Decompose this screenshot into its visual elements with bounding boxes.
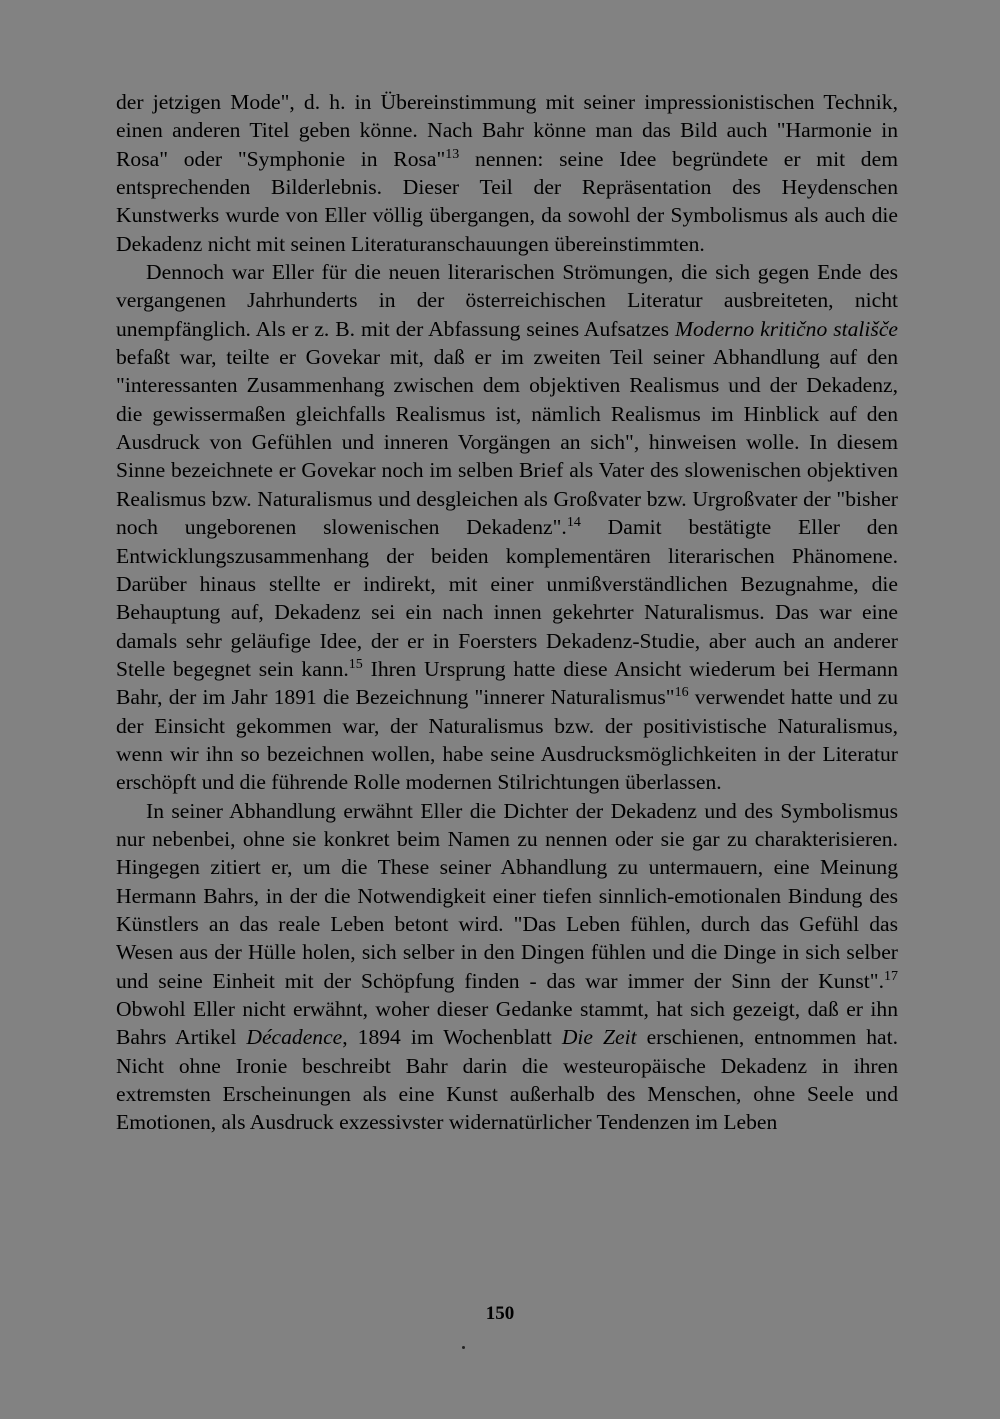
paragraph-1 <box>116 88 898 258</box>
text-run: befaßt war, teilte er Govekar mit, daß er im zweiten Teil seiner Abhandlung auf den "interessanten Zusammenhang zwischen dem objektiven Realismus und der Dekadenz, die gewissermaßen gleichfalls Realismus ist, nämlich Realismus im Hinblick auf den Ausdruck von Gefühlen und inneren Vorgängen an sich", hinweisen wolle. In diesem Sinne bezeichnete er Govekar noch im selben Brief als Vater des slowenischen objektiven Realismus bzw. Naturalismus und desgleichen als Großvater bzw. Urgroßvater der "bisher noch ungeborenen slowenischen Dekadenz". <box>116 345 898 540</box>
footnote-marker: 17 <box>884 968 898 984</box>
footnote-marker: 13 <box>445 146 460 162</box>
text-run: Ihren Ursprung hatte diese Ansicht wiederum bei Hermann Bahr, der im Jahr 1891 die Bezeichnung "innerer Naturalismus" <box>116 656 898 710</box>
footnote-marker: 16 <box>674 685 689 701</box>
page-body <box>116 88 898 1137</box>
paragraph-3 <box>116 797 898 1137</box>
text-run: erschienen, entnommen hat. Nicht ohne Ironie beschreibt Bahr darin die westeuropäische Dekadenz in ihren extremsten Erscheinungen als eine Kunst außerhalb des Menschen, ohne Seele und Emotionen, als Ausdruck exzessivster widernatürlicher Tendenzen im Leben <box>116 1025 898 1135</box>
text-run: Obwohl Eller nicht erwähnt, woher dieser Gedanke stammt, hat sich gezeigt, daß er ihn Bahrs Artikel <box>116 997 898 1050</box>
text-run: , 1894 im Wochenblatt <box>342 1025 562 1050</box>
text-run: In seiner Abhandlung erwähnt Eller die Dichter der Dekadenz und des Symbolismus nur nebenbei, ohne sie konkret beim Namen zu nennen oder sie gar zu charakterisieren. Hingegen zitiert er, um die These seiner Abhandlung zu untermauern, eine Meinung Hermann Bahrs, in der die Notwendigkeit einer tiefen sinnlich-emotionalen Bindung des Künstlers an das reale Leben betont wird. "Das Leben fühlen, durch das Gefühl das Wesen aus der Hülle holen, sich selber in den Dingen fühlen und die Dinge in sich selber und seine Einheit mit der Schöpfung finden - das war immer der Sinn der Kunst". <box>116 798 898 993</box>
text-run: nennen: seine Idee begründete er mit dem entsprechenden Bilderlebnis. Dieser Teil der Repräsentation des Heydenschen Kunstwerks wurde von Eller völlig übergangen, da sowohl der Symbolismus als auch die Dekadenz nicht mit seinen Literaturanschauungen übereinstimmten. <box>116 146 898 256</box>
page-number: 150 <box>485 1303 515 1324</box>
footnote-marker: 14 <box>566 515 581 531</box>
italic-title: Moderno kritično stališče <box>675 316 898 341</box>
italic-title: Décadence <box>246 1025 343 1050</box>
italic-title: Die Zeit <box>561 1025 637 1050</box>
text-run: Dennoch war Eller für die neuen literarischen Strömungen, die sich gegen Ende des vergangenen Jahrhunderts in der österreichischen Literatur ausbreiteten, nicht unempfänglich. Als er z. B. mit der Abfassung seines Aufsatzes <box>116 260 898 341</box>
text-run: Damit bestätigte Eller den Entwicklungszusammenhang der beiden komplementären literarischen Phänomene. Darüber hinaus stellte er indirekt, mit einer unmißverständlichen Bezugnahme, die Behauptung auf, Dekadenz sei ein nach innen gekehrter Naturalismus. Das war eine damals sehr geläufige Idee, der er in Foersters Dekadenz-Studie, aber auch an anderer Stelle begegnet sein kann. <box>116 515 898 681</box>
text-run: verwendet hatte und zu der Einsicht gekommen war, der Naturalismus bzw. der positivistische Naturalismus, wenn wir ihn so bezeichnen wollen, habe seine Ausdrucksmöglichkeiten in der Literatur erschöpft und die führende Rolle modernen Stilrichtungen überlassen. <box>116 685 898 795</box>
scan-speck <box>462 1346 465 1349</box>
text-run: der jetzigen Mode", d. h. in Übereinstimmung mit seiner impressionistischen Technik, einen anderen Titel geben könne. Nach Bahr könne man das Bild auch "Harmonie in Rosa" oder "Symphonie in Rosa" <box>116 90 898 171</box>
footnote-marker: 15 <box>348 656 363 672</box>
paragraph-2 <box>116 258 898 797</box>
